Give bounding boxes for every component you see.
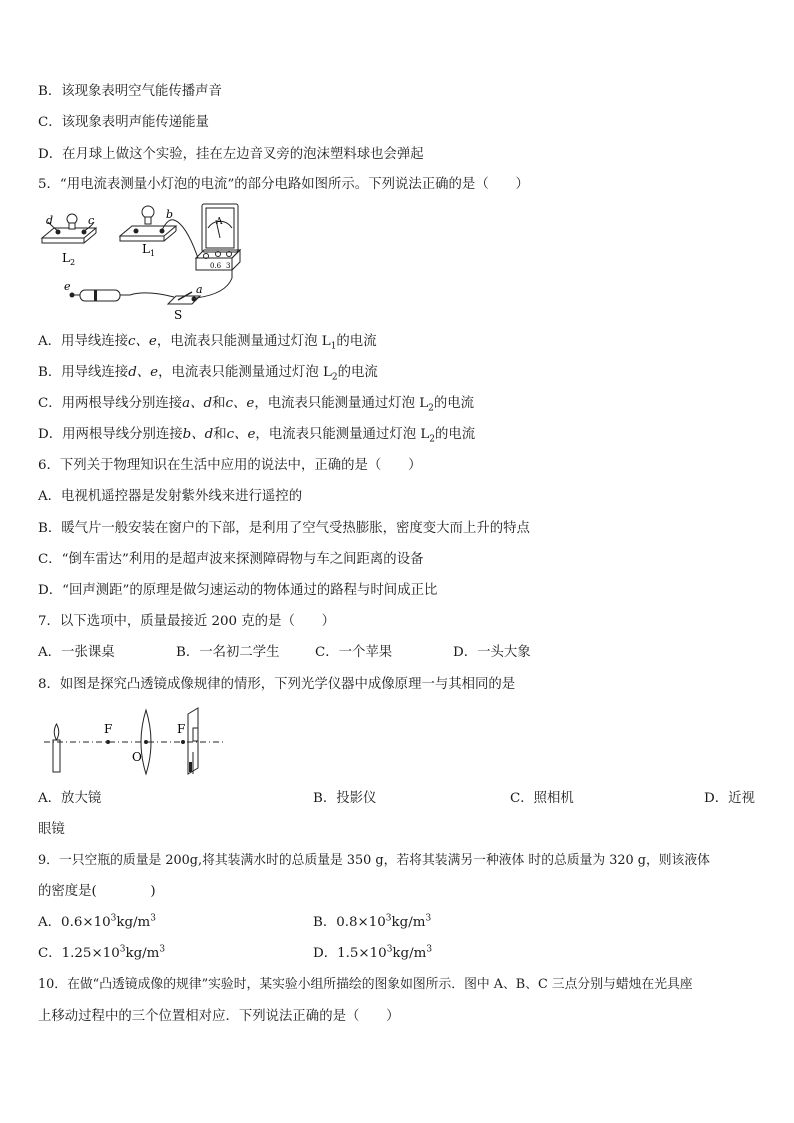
q7-option-a: A．一张课桌 (38, 645, 115, 660)
q4-option-d: D．在月球上做这个实验，挂在左边音叉旁的泡沫塑料球也会弹起 (38, 147, 424, 162)
q4-option-c: C．该现象表明声能传递能量 (38, 115, 209, 130)
q5-option-b: B．用导线连接d、e，电流表只能测量通过灯泡 $L_2$的电流 (38, 365, 378, 383)
q10-stem-line2: 上移动过程中的三个位置相对应．下列说法正确的是（ ） (38, 1009, 400, 1024)
q8-option-c: C．照相机 (510, 791, 574, 806)
q6-option-a: A．电视机遥控器是发射紫外线来进行遥控的 (38, 489, 303, 504)
q7-option-b: B．一名初二学生 (176, 645, 280, 660)
q8-stem: 8．如图是探究凸透镜成像规律的情形，下列光学仪器中成像原理一与其相同的是 (38, 677, 516, 692)
q9-option-c: C．$1.25\times 10^3kg/m^3$ (38, 944, 166, 961)
label-scale-06: 0.6 (210, 262, 222, 270)
q8-option-a: A．放大镜 (38, 791, 102, 806)
q9-option-a: A．$0.6\times 10^3kg/m^3$ (38, 913, 156, 930)
label-optical-center: O (132, 750, 142, 764)
q6-option-c: C．“倒车雷达”利用的是超声波来探测障碍物与车之间距离的设备 (38, 552, 424, 567)
q5-option-c: C．用两根导线分别连接a、d和c、e，电流表只能测量通过灯泡 $L_2$的电流 (38, 396, 475, 414)
q9-option-d: D．$1.5\times 10^3kg/m^3$ (313, 944, 433, 961)
q8-lens-figure (40, 706, 230, 778)
q10-stem-line1: 10．在做“凸透镜成像的规律”实验时，某实验小组所描绘的图象如图所示．图中 A、B、C 三点分别与蜡烛在光具座 (38, 977, 693, 992)
label-focus-left: F (104, 722, 113, 736)
q5-option-d: D．用两根导线分别连接b、d和c、e，电流表只能测量通过灯泡 $L_2$的电流 (38, 427, 476, 445)
label-scale-3: 3 (226, 262, 231, 270)
label-ammeter: A (216, 217, 223, 227)
q8-option-b: B．投影仪 (313, 791, 377, 806)
label-c: c (88, 214, 95, 227)
q9-stem-line1: 9．一只空瓶的质量是 200g,将其装满水时的总质量是 350 g，若将其装满另一种液体 时的总质量为 320 g，则该液体 (38, 853, 710, 868)
q6-stem: 6．下列关于物理知识在生活中应用的说法中，正确的是（ ） (38, 458, 422, 473)
q6-option-d: D．“回声测距”的原理是做匀速运动的物体通过的路程与时间成正比 (38, 583, 438, 598)
q5-stem: 5．“用电流表测量小灯泡的电流”的部分电路如图所示。下列说法正确的是（ ） (38, 177, 529, 192)
label-e: e (64, 280, 71, 293)
q6-option-b: B．暖气片一般安装在窗户的下部，是利用了空气受热膨胀，密度变大而上升的特点 (38, 521, 530, 536)
q7-stem: 7．以下选项中，质量最接近 200 克的是（ ） (38, 614, 336, 629)
q9-option-b: B．$0.8\times 10^3kg/m^3$ (313, 913, 432, 930)
label-switch: S (174, 308, 183, 322)
q9-stem-line2: 的密度是( ) (38, 884, 156, 899)
label-a: a (196, 283, 203, 296)
q8-option-d-wrap: 眼镜 (38, 822, 65, 837)
label-d: d (46, 214, 54, 227)
label-l1: $L_1$ (142, 242, 156, 258)
label-b: b (166, 208, 174, 221)
q5-option-a: A．用导线连接c、e，电流表只能测量通过灯泡 $L_1$的电流 (38, 334, 377, 352)
q7-option-c: C．一个苹果 (315, 645, 393, 660)
label-focus-right: F (177, 722, 186, 736)
q5-circuit-figure (36, 198, 246, 322)
q7-option-d: D．一头大象 (453, 645, 531, 660)
label-l2: $L_2$ (62, 251, 76, 267)
q4-option-b: B．该现象表明空气能传播声音 (38, 84, 222, 99)
q8-option-d: D．近视 (704, 791, 755, 806)
